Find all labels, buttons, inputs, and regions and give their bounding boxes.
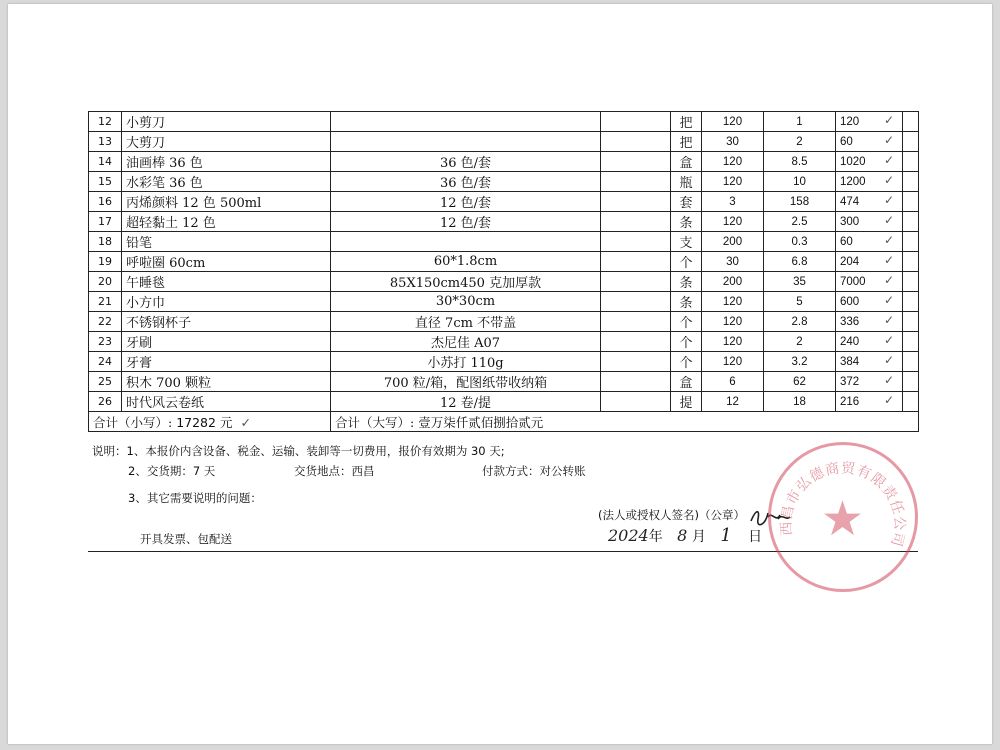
row-unit [671,232,702,252]
row-unit-text: 支 [679,236,693,251]
row-name-text: 时代风云卷纸 [126,396,205,411]
check-mark-icon: ✓ [883,173,894,187]
row-qty [702,192,764,212]
date-year-unit: 年 [648,529,663,545]
row-name-text: 油画棒 36 色 [126,156,203,171]
date-month-unit: 月 [691,529,706,545]
row-qty-text: 120 [722,355,743,368]
row-blank [601,292,671,312]
row-qty-text: 12 [726,395,739,408]
row-index [89,112,122,132]
row-index-text: 21 [98,295,112,308]
row-name-text: 午睡毯 [126,276,166,291]
row-unit [671,252,702,272]
row-price [764,212,836,232]
row-name [122,332,331,352]
row-tail [903,212,919,232]
row-name-text: 丙烯颜料 12 色 500ml [126,196,262,211]
row-price-text: 3.2 [791,355,808,368]
row-tail [903,272,919,292]
row-unit-text: 条 [679,296,693,311]
note-payment: 付款方式：对公转账 [482,464,586,478]
check-mark-icon: ✓ [883,233,894,247]
row-name-text: 超轻黏土 12 色 [126,216,216,231]
row-qty [702,112,764,132]
row-price [764,292,836,312]
summary-big-value: 壹万柒仟贰佰捌拾贰元 [418,414,544,430]
row-name [122,212,331,232]
row-qty [702,392,764,412]
note-delivery-place: 交货地点：西昌 [294,464,375,478]
row-blank [601,252,671,272]
row-name-text: 水彩笔 36 色 [126,176,203,191]
row-total [836,292,903,312]
row-unit-text: 提 [679,396,693,411]
row-total-text: 1020 [840,155,866,168]
row-unit-text: 个 [679,336,693,351]
row-name [122,392,331,412]
row-price [764,332,836,352]
row-tail [903,232,919,252]
check-mark-icon: ✓ [883,253,894,267]
row-name-text: 牙刷 [126,336,153,351]
table-row [89,172,919,192]
summary-big-cell [331,412,919,432]
row-name-text: 大剪刀 [126,136,166,151]
table-row [89,212,919,232]
row-tail [903,132,919,152]
row-price-text: 1 [796,115,803,128]
row-spec-text: 700 粒/箱，配图纸带收纳箱 [383,376,548,391]
row-blank [601,332,671,352]
row-blank [601,312,671,332]
row-unit-text: 盒 [679,376,693,391]
row-index-text: 19 [98,255,112,268]
row-blank [601,112,671,132]
summary-small-value: 17282 元 [176,414,233,430]
row-unit [671,152,702,172]
check-mark-icon: ✓ [883,293,894,307]
row-unit [671,372,702,392]
row-index [89,312,122,332]
row-index [89,212,122,232]
row-spec [331,172,601,192]
check-mark-icon: ✓ [883,313,894,327]
row-total [836,352,903,372]
row-name [122,152,331,172]
row-qty-text: 120 [722,295,743,308]
row-index-text: 20 [98,275,112,288]
row-spec [331,152,601,172]
row-total [836,112,903,132]
row-total [836,132,903,152]
row-unit-text: 条 [679,276,693,291]
row-index-text: 16 [98,195,112,208]
row-index-text: 18 [98,235,112,248]
row-name [122,172,331,192]
row-blank [601,192,671,212]
row-spec-text: 36 色/套 [439,156,492,171]
row-total-text: 300 [840,215,860,228]
row-tail [903,252,919,272]
row-qty [702,352,764,372]
row-unit [671,112,702,132]
row-qty [702,232,764,252]
row-unit [671,192,702,212]
row-qty-text: 120 [722,115,743,128]
row-qty-text: 3 [729,195,736,208]
row-price-text: 6.8 [791,255,808,268]
row-index [89,392,122,412]
row-spec [331,112,601,132]
summary-row [89,412,919,432]
row-price [764,152,836,172]
row-spec [331,372,601,392]
row-unit-text: 个 [679,316,693,331]
row-unit [671,132,702,152]
row-qty [702,332,764,352]
row-blank [601,372,671,392]
row-total-text: 60 [840,235,853,248]
row-unit-text: 个 [679,256,693,271]
note-line-1: 说明：1、本报价内含设备、税金、运输、装卸等一切费用，报价有效期为 30 天; [92,444,505,458]
table-row [89,112,919,132]
row-unit [671,332,702,352]
check-mark-icon: ✓ [240,414,251,430]
row-qty [702,272,764,292]
row-qty [702,212,764,232]
row-total [836,192,903,212]
row-total-text: 216 [840,395,860,408]
row-index [89,152,122,172]
row-unit [671,272,702,292]
summary-small-cell [89,412,331,432]
row-total-text: 240 [840,335,860,348]
row-spec [331,192,601,212]
table-row [89,332,919,352]
row-index-text: 13 [98,135,112,148]
row-index [89,172,122,192]
row-spec [331,132,601,152]
row-tail [903,392,919,412]
row-spec-text: 直径 7cm 不带盖 [414,316,517,331]
table-row [89,132,919,152]
row-price [764,392,836,412]
table-row [89,352,919,372]
row-total-text: 372 [840,375,860,388]
row-name [122,192,331,212]
row-qty-text: 120 [722,335,743,348]
row-name-text: 小方巾 [126,296,166,311]
row-qty-text: 120 [722,215,743,228]
row-unit-text: 把 [679,116,693,131]
check-mark-icon: ✓ [883,153,894,167]
table-row [89,272,919,292]
row-index [89,292,122,312]
row-price [764,112,836,132]
row-blank [601,392,671,412]
row-spec [331,332,601,352]
date-month: 8 [677,526,688,545]
document-page [8,4,992,744]
row-spec-text: 12 卷/提 [439,396,492,411]
row-blank [601,172,671,192]
row-index [89,132,122,152]
row-qty-text: 120 [722,315,743,328]
row-spec [331,232,601,252]
sign-date [608,525,762,546]
row-price [764,192,836,212]
row-total [836,212,903,232]
row-unit-text: 条 [679,216,693,231]
check-mark-icon: ✓ [883,373,894,387]
row-price [764,312,836,332]
row-tail [903,372,919,392]
row-total [836,332,903,352]
row-unit-text: 盒 [679,156,693,171]
table-row [89,252,919,272]
row-tail [903,352,919,372]
row-qty [702,172,764,192]
row-blank [601,212,671,232]
row-spec [331,292,601,312]
row-spec [331,252,601,272]
row-qty [702,312,764,332]
row-price [764,172,836,192]
row-qty-text: 200 [722,275,743,288]
row-name [122,272,331,292]
check-mark-icon: ✓ [883,133,894,147]
table-row [89,292,919,312]
row-name-text: 小剪刀 [126,116,166,131]
summary-small-label: 合计（小写）: [93,414,173,430]
row-price [764,352,836,372]
row-unit-text: 个 [679,356,693,371]
row-price-text: 10 [793,175,806,188]
row-tail [903,292,919,312]
row-unit-text: 把 [679,136,693,151]
check-mark-icon: ✓ [883,353,894,367]
row-qty-text: 120 [722,175,743,188]
row-price [764,132,836,152]
row-blank [601,272,671,292]
row-tail [903,312,919,332]
quote-rows [89,112,919,412]
row-spec [331,312,601,332]
row-index-text: 17 [98,215,112,228]
row-name [122,232,331,252]
row-total-text: 1200 [840,175,866,188]
date-day-unit: 日 [748,529,763,545]
row-name [122,312,331,332]
row-index-text: 25 [98,375,112,388]
row-total [836,232,903,252]
check-mark-icon: ✓ [883,393,894,407]
row-spec-text: 杰尼佳 A07 [430,336,501,351]
row-name-text: 呼啦圈 60cm [126,256,206,271]
row-total-text: 7000 [840,275,866,288]
date-day: 1 [720,525,732,546]
row-total-text: 60 [840,135,853,148]
row-price-text: 2.5 [791,215,808,228]
check-mark-icon: ✓ [883,113,894,127]
row-price-text: 5 [796,295,803,308]
row-spec [331,212,601,232]
row-tail [903,172,919,192]
row-qty-text: 30 [726,255,739,268]
row-spec-text: 36 色/套 [439,176,492,191]
row-spec-text: 60*1.8cm [433,254,498,269]
row-qty [702,292,764,312]
row-price [764,232,836,252]
row-total [836,372,903,392]
row-index-text: 15 [98,175,112,188]
row-price-text: 2 [796,135,803,148]
row-blank [601,152,671,172]
row-tail [903,152,919,172]
row-blank [601,352,671,372]
row-total [836,272,903,292]
row-name [122,292,331,312]
row-name [122,132,331,152]
row-unit [671,172,702,192]
row-qty-text: 120 [722,155,743,168]
row-index-text: 26 [98,395,112,408]
row-total-text: 474 [840,195,860,208]
table-row [89,372,919,392]
row-blank [601,232,671,252]
row-name [122,372,331,392]
row-total [836,312,903,332]
row-price-text: 8.5 [791,155,808,168]
seal-star-icon: ★ [821,491,865,547]
seal-text: 西昌市弘德商贸有限责任公司 [778,460,908,549]
row-index [89,372,122,392]
row-name [122,352,331,372]
row-index [89,252,122,272]
table-row [89,312,919,332]
row-spec [331,272,601,292]
row-name [122,252,331,272]
row-total [836,252,903,272]
row-price-text: 158 [789,195,810,208]
row-spec [331,392,601,412]
row-spec-text: 12 色/套 [439,196,492,211]
table-row [89,392,919,412]
sign-label: (法人或授权人签名)（公章） [598,508,745,522]
row-price-text: 0.3 [791,235,808,248]
row-price [764,372,836,392]
row-index-text: 14 [98,155,112,168]
row-total-text: 204 [840,255,860,268]
note-line-3: 3、其它需要说明的问题： [128,491,262,505]
row-spec-text: 85X150cm450 克加厚款 [389,276,542,291]
check-mark-icon: ✓ [883,333,894,347]
row-spec-text: 30*30cm [435,294,496,309]
row-unit [671,312,702,332]
row-price [764,272,836,292]
svg-text:西昌市弘德商贸有限责任公司 [779,460,907,549]
row-unit [671,392,702,412]
row-index-text: 12 [98,115,112,128]
row-total-text: 600 [840,295,860,308]
summary-big-label: 合计（大写）: [335,414,415,430]
row-index [89,272,122,292]
row-spec [331,352,601,372]
row-total [836,152,903,172]
row-qty [702,152,764,172]
row-index-text: 22 [98,315,112,328]
table-row [89,232,919,252]
row-qty-text: 200 [722,235,743,248]
check-mark-icon: ✓ [883,273,894,287]
row-index [89,192,122,212]
check-mark-icon: ✓ [883,193,894,207]
row-qty-text: 6 [729,375,736,388]
row-tail [903,332,919,352]
row-qty [702,372,764,392]
row-blank [601,132,671,152]
note-invoice: 开具发票、包配送 [140,532,232,546]
row-price-text: 35 [793,275,806,288]
row-qty [702,252,764,272]
note-delivery-period: 2、交货期：7 天 [128,464,216,478]
row-price-text: 2.8 [791,315,808,328]
row-index [89,232,122,252]
row-unit-text: 套 [679,196,693,211]
table-row [89,152,919,172]
row-qty-text: 30 [726,135,739,148]
date-year: 2024 [608,526,649,545]
row-price-text: 18 [793,395,806,408]
seal-text-ring [775,449,911,585]
quote-table [88,111,919,432]
row-index-text: 24 [98,355,112,368]
row-name-text: 积木 700 颗粒 [126,376,212,391]
row-name-text: 不锈钢杯子 [126,316,192,331]
row-name-text: 铅笔 [126,236,153,251]
row-price [764,252,836,272]
row-total-text: 120 [840,115,860,128]
row-spec-text: 小苏打 110g [427,356,504,371]
row-qty [702,132,764,152]
row-name-text: 牙膏 [126,356,153,371]
row-price-text: 62 [793,375,806,388]
row-index [89,332,122,352]
row-unit [671,352,702,372]
row-unit [671,212,702,232]
row-tail [903,192,919,212]
check-mark-icon: ✓ [883,213,894,227]
row-total-text: 336 [840,315,860,328]
row-tail [903,112,919,132]
row-price-text: 2 [796,335,803,348]
row-total [836,172,903,192]
row-total-text: 384 [840,355,860,368]
row-total [836,392,903,412]
row-name [122,112,331,132]
row-unit-text: 瓶 [679,176,693,191]
row-spec-text: 12 色/套 [439,216,492,231]
row-unit [671,292,702,312]
table-row [89,192,919,212]
row-index-text: 23 [98,335,112,348]
row-index [89,352,122,372]
company-seal [768,442,918,592]
